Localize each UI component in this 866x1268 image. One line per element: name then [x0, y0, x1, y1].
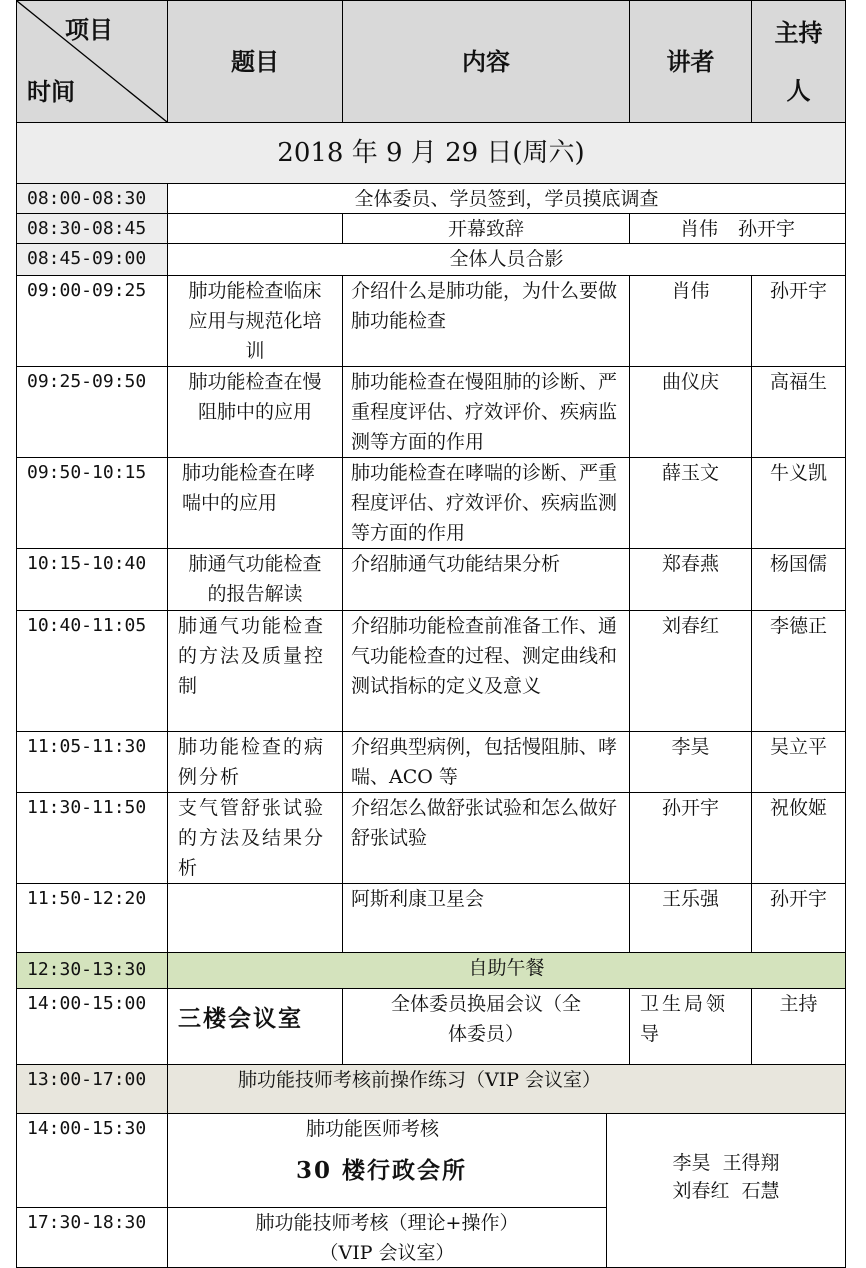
exam-title: 肺功能技师考核（理论+操作） — [255, 1212, 519, 1234]
topic-cell: 肺功能检查在慢阻肺中的应用 — [168, 367, 343, 458]
time-cell: 08:30-08:45 — [16, 214, 168, 244]
lunch-cell: 自助午餐 — [168, 953, 846, 989]
header-host: 主持人 — [752, 0, 846, 123]
speaker-cell: 王乐强 — [630, 884, 752, 953]
exam-venue: 30 楼行政会所 — [296, 1157, 468, 1184]
examiners-line: 李昊 王得翔 — [672, 1152, 780, 1174]
time-cell: 09:00-09:25 — [16, 276, 168, 367]
content-cell: 介绍肺通气功能结果分析 — [343, 549, 630, 611]
exam-title: 肺功能医师考核 — [306, 1118, 440, 1140]
span-cell: 全体人员合影 — [168, 244, 846, 276]
time-cell: 11:50-12:20 — [16, 884, 168, 953]
content-cell: 肺功能检查在慢阻肺的诊断、严重程度评估、疗效评价、疾病监测等方面的作用 — [343, 367, 630, 458]
header-diagonal-cell — [16, 0, 168, 123]
time-cell: 17:30-18:30 — [16, 1208, 168, 1268]
speaker-cell: 薛玉文 — [630, 458, 752, 549]
schedule-table — [16, 0, 846, 1268]
time-cell: 08:00-08:30 — [16, 184, 168, 214]
topic-cell: 支气管舒张试验的方法及结果分析 — [168, 793, 343, 884]
examiners-cell — [607, 1114, 846, 1268]
speaker-cell: 曲仪庆 — [630, 367, 752, 458]
content-cell: 介绍什么是肺功能，为什么要做肺功能检查 — [343, 276, 630, 367]
exam-cell — [168, 1114, 607, 1208]
content-cell: 介绍典型病例，包括慢阻肺、哮喘、ACO 等 — [343, 732, 630, 793]
header-speaker: 讲者 — [630, 0, 752, 123]
time-cell: 11:05-11:30 — [16, 732, 168, 793]
header-item-label: 项目 — [65, 15, 113, 44]
speaker-cell: 李昊 — [630, 732, 752, 793]
speaker-cell: 孙开宇 — [630, 793, 752, 884]
content-cell: 阿斯利康卫星会 — [343, 884, 630, 953]
topic-cell-empty — [168, 884, 343, 953]
host-cell: 吴立平 — [752, 732, 846, 793]
venue-cell: 三楼会议室 — [168, 989, 343, 1065]
host-cell: 杨国儒 — [752, 549, 846, 611]
time-cell: 09:50-10:15 — [16, 458, 168, 549]
date-banner: 2018 年 9 月 29 日(周六) — [16, 123, 846, 184]
topic-cell: 肺功能检查临床应用与规范化培训 — [168, 276, 343, 367]
host-cell: 孙开宇 — [752, 276, 846, 367]
time-cell: 14:00-15:30 — [16, 1114, 168, 1208]
practice-cell: 肺功能技师考核前操作练习（VIP 会议室） — [168, 1065, 846, 1114]
time-cell: 11:30-11:50 — [16, 793, 168, 884]
examiners-line: 刘春红 石慧 — [672, 1180, 780, 1202]
speaker-cell: 肖伟 — [630, 276, 752, 367]
time-cell: 14:00-15:00 — [16, 989, 168, 1065]
topic-cell-empty — [168, 214, 343, 244]
header-topic: 题目 — [168, 0, 343, 123]
host-cell: 牛义凯 — [752, 458, 846, 549]
host-cell: 李德正 — [752, 611, 846, 732]
exam-room: （VIP 会议室） — [319, 1242, 455, 1264]
host-cell: 孙开宇 — [752, 884, 846, 953]
host-cell: 祝攸姬 — [752, 793, 846, 884]
content-cell: 介绍怎么做舒张试验和怎么做好舒张试验 — [343, 793, 630, 884]
host-cell: 主持 — [752, 989, 846, 1065]
time-cell: 09:25-09:50 — [16, 367, 168, 458]
header-content: 内容 — [343, 0, 630, 123]
time-cell: 10:15-10:40 — [16, 549, 168, 611]
topic-cell: 肺功能检查在哮喘中的应用 — [168, 458, 343, 549]
time-cell: 10:40-11:05 — [16, 611, 168, 732]
content-cell: 开幕致辞 — [343, 214, 630, 244]
speaker-cell: 卫生局领导 — [630, 989, 752, 1065]
time-cell: 13:00-17:00 — [16, 1065, 168, 1114]
topic-cell: 肺功能检查的病例分析 — [168, 732, 343, 793]
content-cell: 介绍肺功能检查前准备工作、通气功能检查的过程、测定曲线和测试指标的定义及意义 — [343, 611, 630, 732]
time-cell: 08:45-09:00 — [16, 244, 168, 276]
topic-cell: 肺通气功能检查的方法及质量控制 — [168, 611, 343, 732]
time-cell: 12:30-13:30 — [16, 953, 168, 989]
exam-cell — [168, 1208, 607, 1268]
content-cell: 全体委员换届会议（全体委员） — [343, 989, 630, 1065]
topic-cell: 肺通气功能检查的报告解读 — [168, 549, 343, 611]
speakers-cell: 肖伟 孙开宇 — [630, 214, 846, 244]
header-time-label: 时间 — [27, 77, 75, 106]
host-cell: 高福生 — [752, 367, 846, 458]
content-cell: 肺功能检查在哮喘的诊断、严重程度评估、疗效评价、疾病监测等方面的作用 — [343, 458, 630, 549]
speaker-cell: 刘春红 — [630, 611, 752, 732]
speaker-cell: 郑春燕 — [630, 549, 752, 611]
span-cell: 全体委员、学员签到，学员摸底调查 — [168, 184, 846, 214]
